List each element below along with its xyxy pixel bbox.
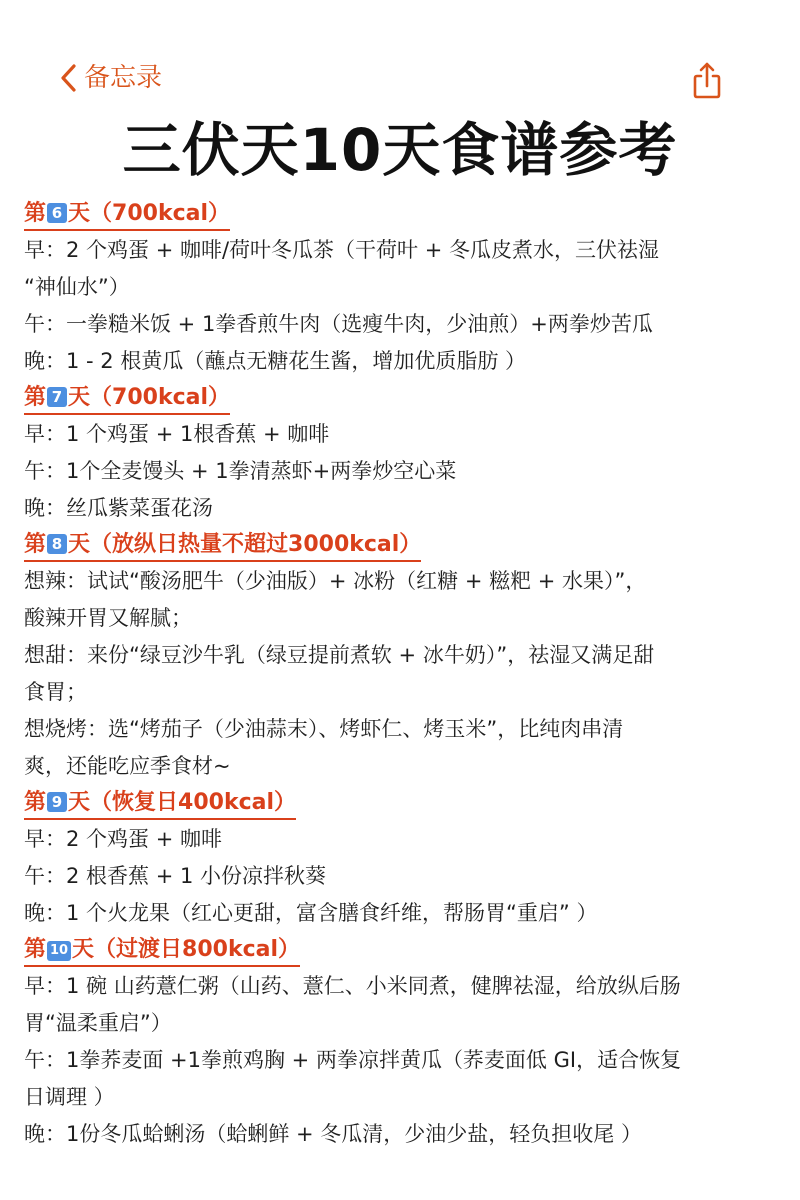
meal-line: 早：2 个鸡蛋 + 咖啡 (24, 827, 222, 851)
meal-line: 早：1 个鸡蛋 + 1根香蕉 + 咖啡 (24, 422, 330, 446)
meal-line: 午：2 根香蕉 + 1 小份凉拌秋葵 (24, 864, 327, 888)
meal-line: “神仙水”） (24, 275, 130, 299)
day-section (24, 380, 788, 527)
day-heading (24, 932, 788, 968)
day-heading (24, 380, 788, 416)
day-number-badge: 9 (47, 792, 67, 812)
day-suffix: 天（放纵日热量不超过3000kcal） (68, 532, 422, 557)
day-number-badge: 8 (47, 534, 67, 554)
chevron-left-icon (56, 61, 82, 95)
back-label: 备忘录 (84, 63, 163, 93)
note-body[interactable] (24, 196, 788, 1153)
meal-line: 晚：1份冬瓜蛤蜊汤（蛤蜊鲜 + 冬瓜清，少油少盐，轻负担收尾 ） (24, 1122, 642, 1146)
meal-line: 午：1拳荞麦面 +1拳煎鸡胸 + 两拳凉拌黄瓜（荞麦面低 GI，适合恢复 (24, 1048, 682, 1072)
meal-line: 食胃； (24, 680, 87, 704)
meal-line: 午：一拳糙米饭 + 1拳香煎牛肉（选瘦牛肉，少油煎）+两拳炒苦瓜 (24, 312, 653, 336)
page-title: 三伏天10天食谱参考 (122, 116, 678, 184)
day-suffix: 天（700kcal） (68, 201, 230, 226)
back-button[interactable] (56, 58, 162, 98)
meal-line: 酸辣开胃又解腻； (24, 606, 192, 630)
share-icon[interactable] (690, 60, 724, 100)
meal-line: 早：2 个鸡蛋 + 咖啡/荷叶冬瓜茶（干荷叶 + 冬瓜皮煮水，三伏祛湿 (24, 238, 660, 262)
meal-line: 想甜：来份“绿豆沙牛乳（绿豆提前煮软 + 冰牛奶）”，祛湿又满足甜 (24, 643, 655, 667)
nav-bar (56, 58, 724, 102)
meal-line: 午：1个全麦馒头 + 1拳清蒸虾+两拳炒空心菜 (24, 459, 457, 483)
day-suffix: 天（恢复日400kcal） (68, 790, 296, 815)
day-number-badge: 6 (47, 203, 67, 223)
meal-line: 爽，还能吃应季食材~ (24, 754, 231, 778)
day-prefix: 第 (24, 790, 47, 815)
day-prefix: 第 (24, 532, 47, 557)
day-suffix: 天（700kcal） (68, 385, 230, 410)
day-prefix: 第 (24, 201, 47, 226)
meal-line: 晚：1 - 2 根黄瓜（蘸点无糖花生酱，增加优质脂肪 ） (24, 349, 526, 373)
meal-line: 日调理 ） (24, 1085, 115, 1109)
day-section (24, 527, 788, 785)
day-heading (24, 785, 788, 821)
meal-line: 想辣：试试“酸汤肥牛（少油版）+ 冰粉（红糖 + 糍粑 + 水果）”， (24, 569, 647, 593)
meal-line: 早：1 碗 山药薏仁粥（山药、薏仁、小米同煮，健脾祛湿，给放纵后肠 (24, 974, 681, 998)
meal-line: 胃“温柔重启”） (24, 1011, 172, 1035)
day-section (24, 932, 788, 1153)
day-prefix: 第 (24, 937, 47, 962)
day-heading (24, 527, 788, 563)
day-section (24, 196, 788, 380)
day-prefix: 第 (24, 385, 47, 410)
day-number-badge: 10 (47, 941, 71, 961)
day-section (24, 785, 788, 932)
day-heading (24, 196, 788, 232)
day-suffix: 天（过渡日800kcal） (72, 937, 300, 962)
meal-line: 晚：丝瓜紫菜蛋花汤 (24, 496, 213, 520)
day-number-badge: 7 (47, 387, 67, 407)
meal-line: 想烧烤：选“烤茄子（少油蒜末）、烤虾仁、烤玉米”，比纯肉串清 (24, 717, 624, 741)
meal-line: 晚：1 个火龙果（红心更甜，富含膳食纤维，帮肠胃“重启” ） (24, 901, 598, 925)
